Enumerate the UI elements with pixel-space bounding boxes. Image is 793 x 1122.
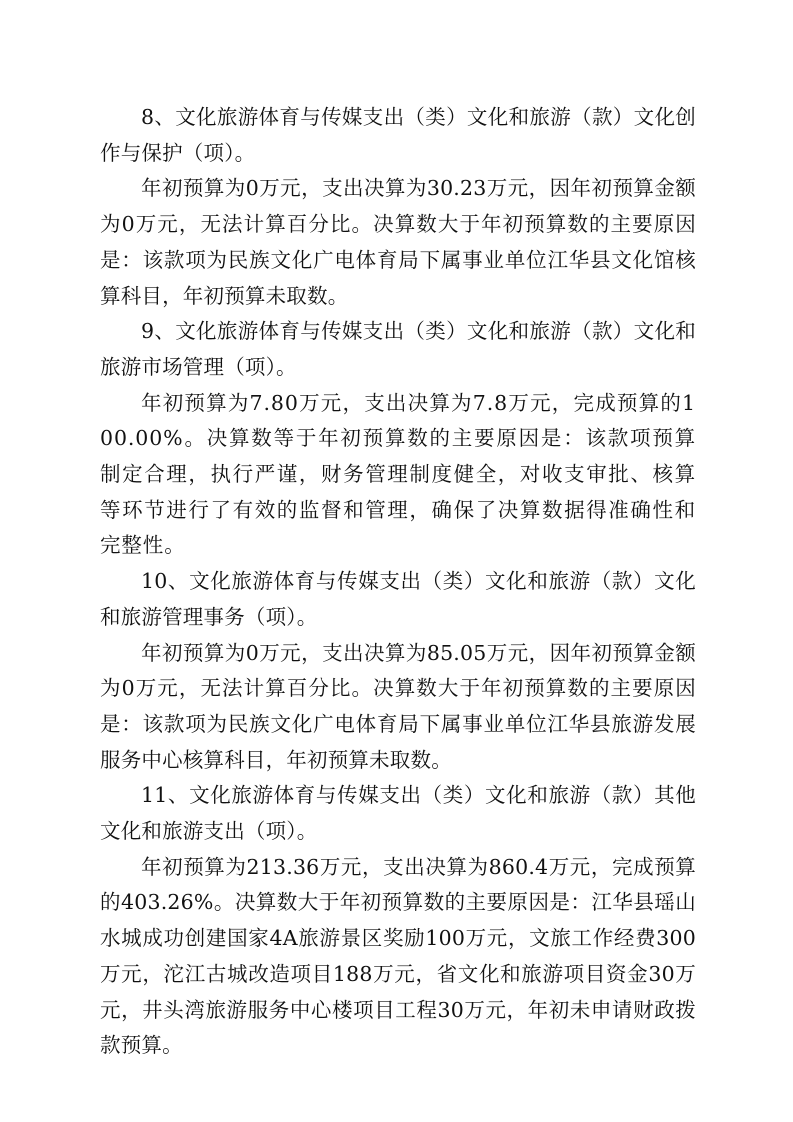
paragraph-item-8: 年初预算为0万元，支出决算为30.23万元，因年初预算金额为0万元，无法计算百分比。决算数大于年初预算数的主要原因是：该款项为民族文化广电体育局下属事业单位江华县文化馆核算科目，年初预算未取数。 <box>100 176 696 308</box>
paragraph-item-11: 年初预算为213.36万元，支出决算为860.4万元，完成预算的403.26%。决算数大于年初预算数的主要原因是：江华县瑶山水城成功创建国家4A旅游景区奖励100万元，文旅工作经费300万元，沱江古城改造项目188万元，省文化和旅游项目资金30万元，井头湾旅游服务中心楼项目工程30万元，年初未申请财政拨款预算。 <box>100 854 696 1058</box>
heading-item-11: 11、文化旅游体育与传媒支出（类）文化和旅游（款）其他文化和旅游支出（项）。 <box>100 783 696 844</box>
heading-item-8: 8、文化旅游体育与传媒支出（类）文化和旅游（款）文化创作与保护（项）。 <box>100 105 696 165</box>
paragraph-item-9: 年初预算为7.80万元，支出决算为7.8万元，完成预算的100.00%。决算数等于年初预算数的主要原因是：该款项预算制定合理，执行严谨，财务管理制度健全，对收支审批、核算等环节进行了有效的监督和管理，确保了决算数据得准确性和完整性。 <box>100 390 696 558</box>
heading-item-10: 10、文化旅游体育与传媒支出（类）文化和旅游（款）文化和旅游管理事务（项）。 <box>100 569 696 629</box>
paragraph-item-10: 年初预算为0万元，支出决算为85.05万元，因年初预算金额为0万元，无法计算百分比。决算数大于年初预算数的主要原因是：该款项为民族文化广电体育局下属事业单位江华县旅游发展服务中心核算科目，年初预算未取数。 <box>100 640 696 772</box>
heading-item-9: 9、文化旅游体育与传媒支出（类）文化和旅游（款）文化和旅游市场管理（项）。 <box>100 319 696 379</box>
document-body <box>100 100 696 1064</box>
